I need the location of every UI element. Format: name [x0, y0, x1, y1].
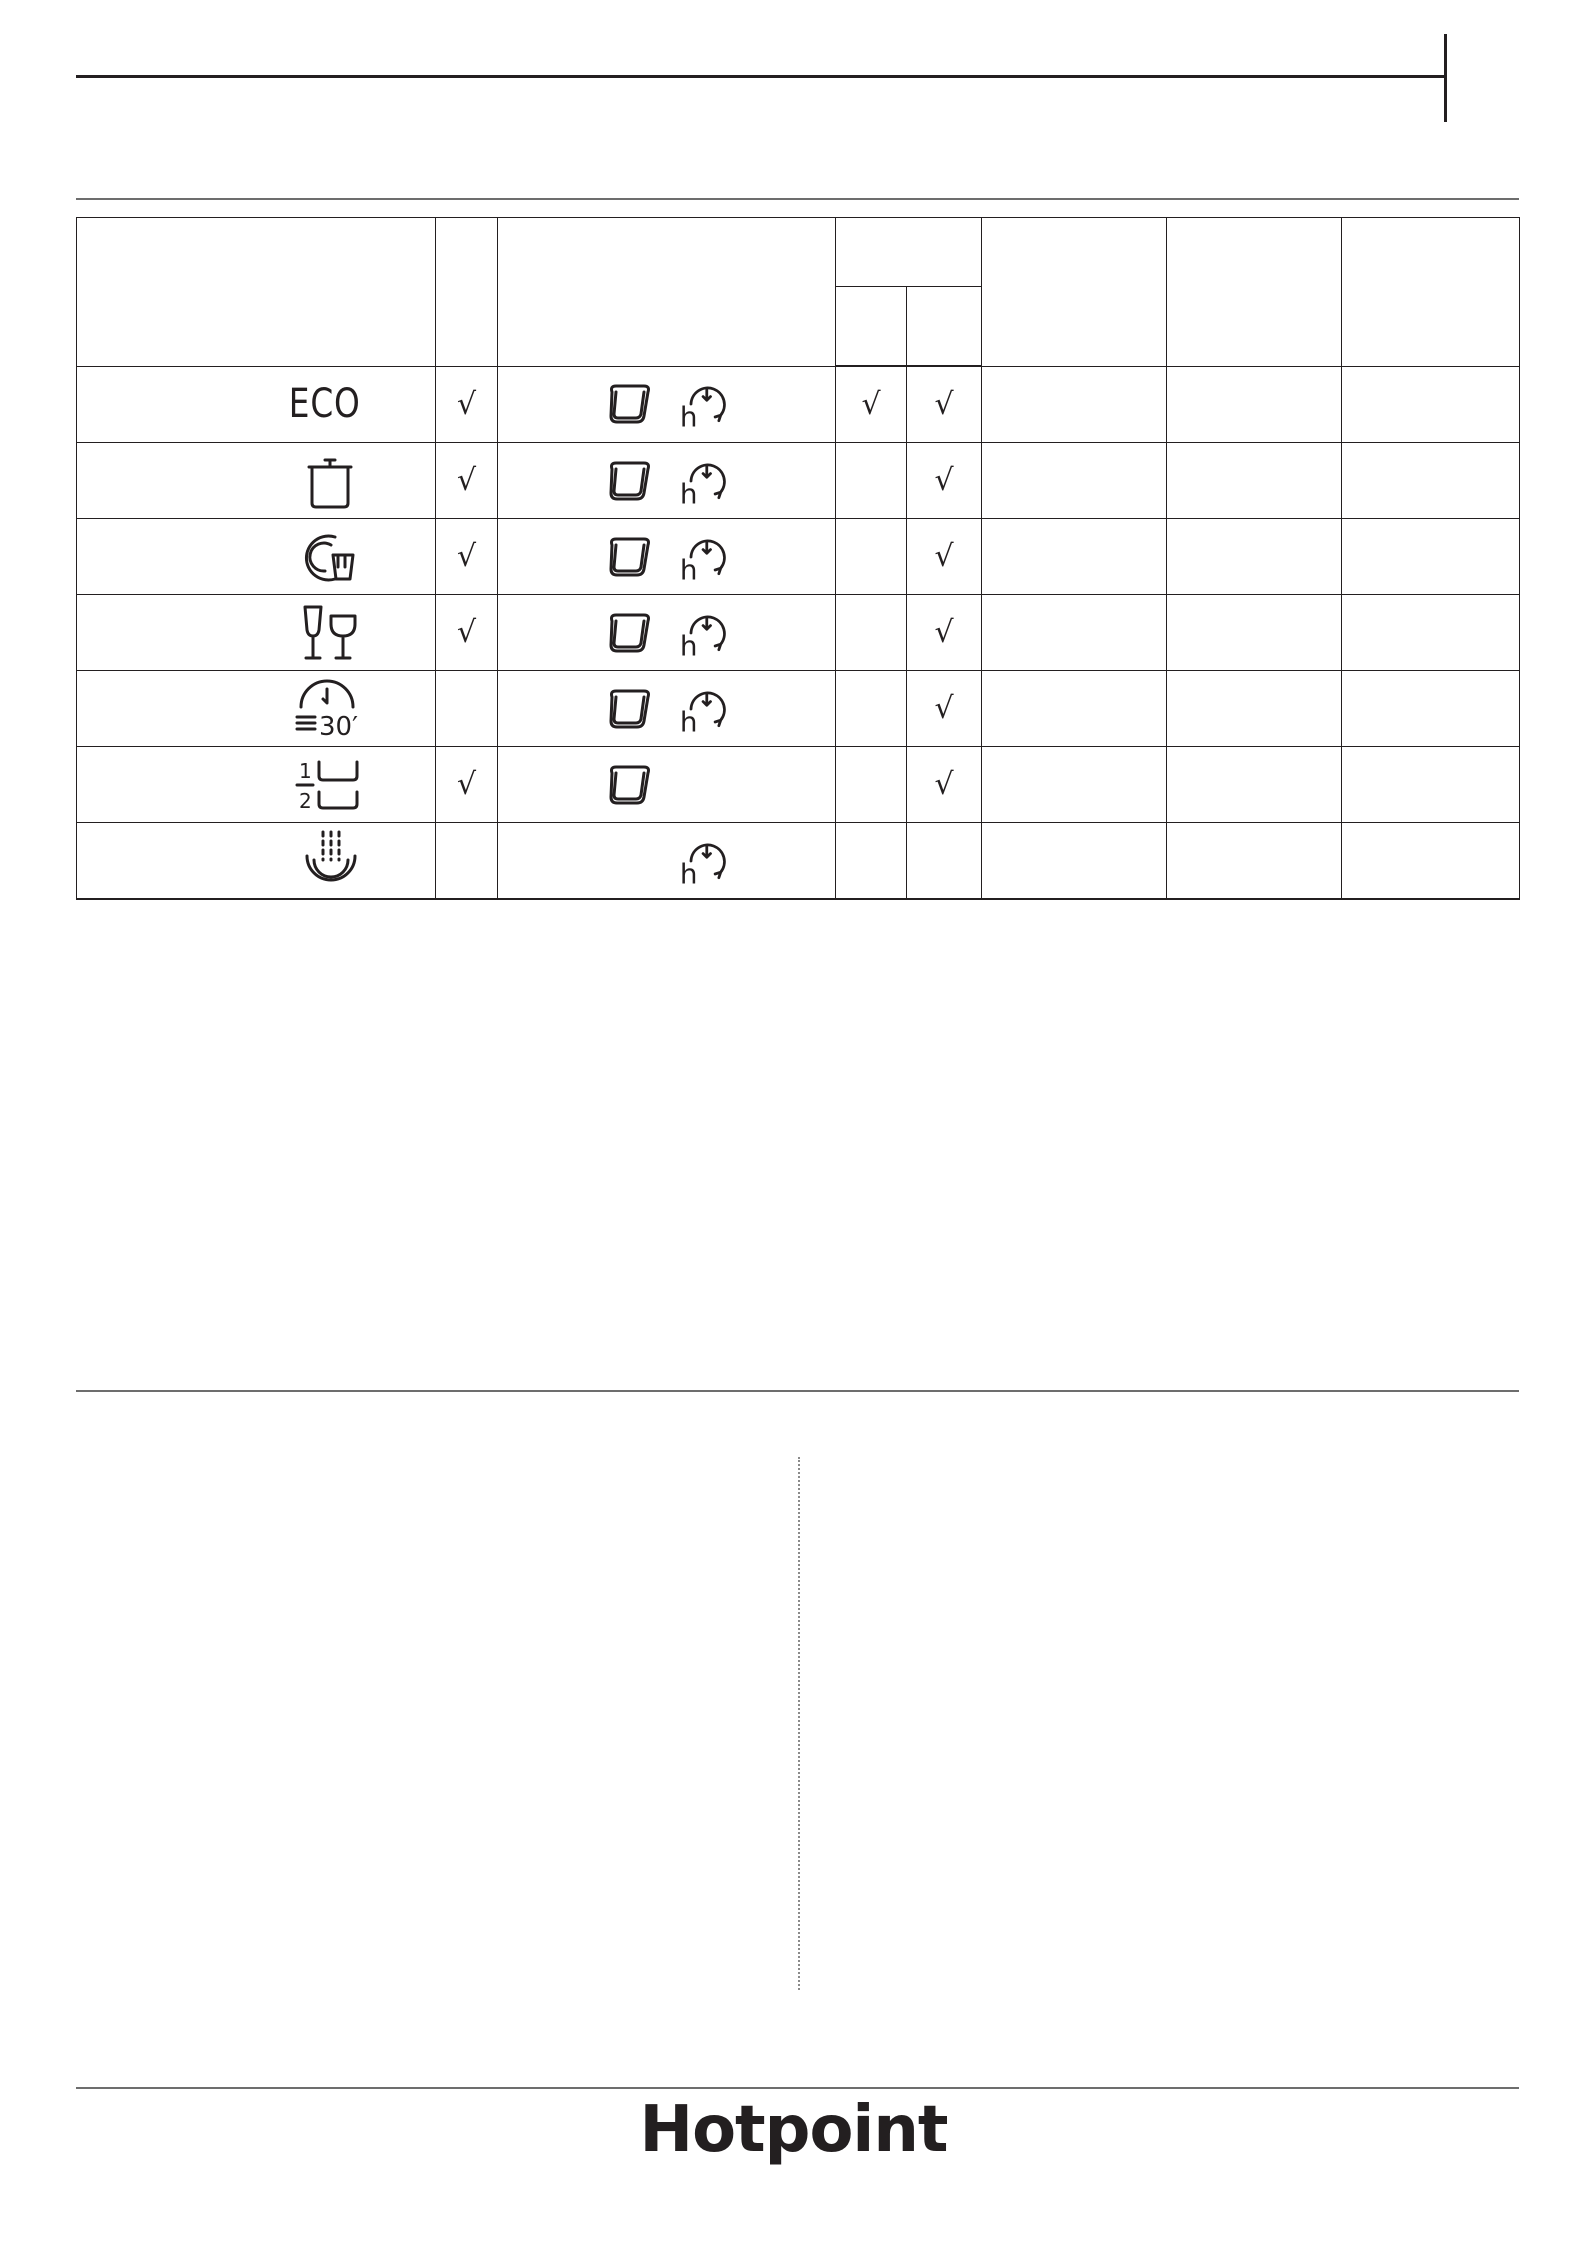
half-load-icon: [295, 756, 361, 814]
pot-icon: [299, 451, 361, 511]
table-row: [77, 747, 1520, 823]
programme-cell: [77, 595, 436, 671]
value-cell: [1167, 747, 1342, 823]
column-divider: [798, 1457, 800, 1990]
check-mark: √: [934, 539, 954, 574]
section-rule-top: [76, 198, 1519, 200]
value-cell: [1342, 519, 1520, 595]
check-cell: [907, 519, 982, 595]
header-cell-group: [836, 218, 982, 287]
table-row: [77, 366, 1520, 443]
tablet-icon: [604, 683, 656, 735]
svg-text:h: h: [679, 400, 698, 431]
check-cell: [436, 747, 498, 823]
value-cell: [1167, 366, 1342, 443]
check-cell: [836, 366, 907, 443]
header-cell-col6: [1167, 218, 1342, 367]
half-top-label: 1: [299, 758, 312, 783]
header-cell-sub2: [907, 287, 982, 367]
soak-icon: [301, 830, 361, 892]
options-cell: [498, 823, 836, 900]
programme-cell: [77, 671, 436, 747]
check-cell: [836, 747, 907, 823]
eco-label: ECO: [289, 381, 361, 428]
check-cell: [436, 443, 498, 519]
value-cell: [1167, 595, 1342, 671]
header-cell-options: [498, 218, 836, 367]
check-cell: [836, 823, 907, 900]
check-mark: √: [456, 539, 477, 574]
check-mark: √: [934, 767, 954, 802]
value-cell: [1167, 519, 1342, 595]
check-cell: [907, 823, 982, 900]
check-cell: [436, 366, 498, 443]
svg-text:h: h: [679, 856, 698, 887]
programme-table: [76, 217, 1520, 900]
header-cell-sub1: [836, 287, 907, 367]
tablet-icon: [604, 607, 656, 659]
programme-cell: [77, 519, 436, 595]
value-cell: [982, 747, 1167, 823]
check-mark: √: [934, 387, 954, 422]
delay-timer-icon: [678, 378, 730, 430]
programme-cell: [77, 747, 436, 823]
tablet-icon: [604, 759, 656, 811]
programme-cell: [77, 823, 436, 900]
programme-cell: [77, 443, 436, 519]
glasses-icon: [297, 602, 361, 664]
check-cell: [907, 595, 982, 671]
header-cell-col5: [982, 218, 1167, 367]
value-cell: [1167, 443, 1342, 519]
value-cell: [982, 443, 1167, 519]
options-cell: [498, 671, 836, 747]
delay-timer-icon: [678, 835, 730, 887]
check-mark: √: [456, 463, 477, 498]
svg-text:h: h: [679, 552, 698, 583]
check-cell: [436, 519, 498, 595]
table-row: [77, 443, 1520, 519]
table-header-row: [77, 218, 1520, 287]
options-cell: [498, 747, 836, 823]
svg-text:h: h: [679, 476, 698, 507]
svg-text:h: h: [679, 704, 698, 735]
value-cell: [982, 671, 1167, 747]
delay-timer-icon: [678, 607, 730, 659]
table-row: [77, 671, 1520, 747]
value-cell: [1342, 443, 1520, 519]
value-cell: [1167, 671, 1342, 747]
value-cell: [1342, 823, 1520, 900]
svg-text:h: h: [679, 628, 698, 659]
tablet-icon: [604, 455, 656, 507]
check-mark: √: [456, 615, 477, 650]
footer-rule: [76, 2087, 1519, 2089]
delay-timer-icon: [678, 455, 730, 507]
options-cell: [498, 519, 836, 595]
value-cell: [1342, 595, 1520, 671]
value-cell: [982, 366, 1167, 443]
delay-timer-icon: [678, 531, 730, 583]
check-cell: [836, 671, 907, 747]
check-cell: [436, 595, 498, 671]
tablet-icon: [604, 378, 656, 430]
options-cell: [498, 443, 836, 519]
table-row: [77, 823, 1520, 900]
tablet-icon: [604, 531, 656, 583]
check-cell: [907, 443, 982, 519]
header-cell-col7: [1342, 218, 1520, 367]
check-cell: [836, 595, 907, 671]
table-row: [77, 519, 1520, 595]
check-mark: √: [934, 463, 954, 498]
header-edge-mark: [1444, 34, 1447, 122]
check-mark: √: [934, 691, 954, 726]
header-cell-col1: [436, 218, 498, 367]
check-cell: [436, 823, 498, 900]
brand-wordmark: Hotpoint: [639, 2093, 948, 2167]
value-cell: [1342, 747, 1520, 823]
value-cell: [1167, 823, 1342, 900]
section-rule-middle: [76, 1390, 1519, 1392]
plate-glass-icon: [297, 527, 361, 587]
quick-30-icon: [293, 677, 361, 741]
table-row: [77, 595, 1520, 671]
header-rule: [76, 75, 1446, 78]
check-cell: [436, 671, 498, 747]
check-mark: √: [456, 386, 477, 422]
delay-timer-icon: [678, 683, 730, 735]
check-mark: √: [456, 767, 477, 802]
value-cell: [982, 519, 1167, 595]
header-cell-programme: [77, 218, 436, 367]
check-cell: [836, 519, 907, 595]
check-cell: [907, 747, 982, 823]
value-cell: [982, 595, 1167, 671]
options-cell: [498, 595, 836, 671]
check-cell: [907, 671, 982, 747]
value-cell: [1342, 366, 1520, 443]
half-bottom-label: 2: [299, 788, 312, 813]
programme-cell: [77, 366, 436, 443]
options-cell: [498, 366, 836, 443]
quick-30-label: 30′: [319, 711, 358, 741]
check-cell: [907, 366, 982, 443]
value-cell: [982, 823, 1167, 900]
brand-logo: [0, 2093, 1587, 2167]
check-cell: [836, 443, 907, 519]
check-mark: √: [934, 615, 954, 650]
check-mark: √: [861, 387, 881, 422]
value-cell: [1342, 671, 1520, 747]
